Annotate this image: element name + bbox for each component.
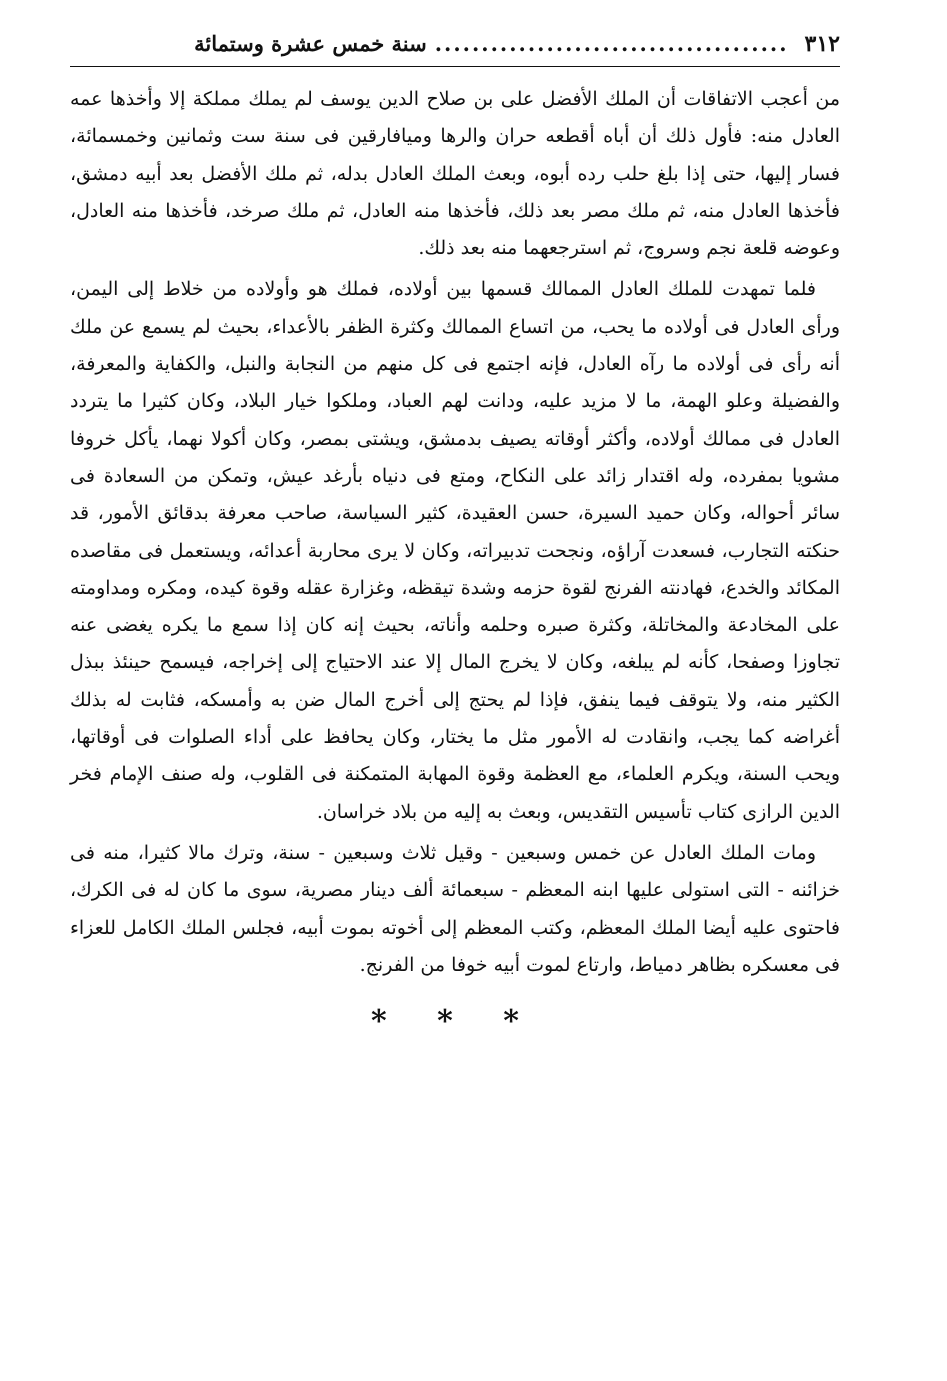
paragraph: فلما تمهدت للملك العادل الممالك قسمها بين أولاده، فملك هو وأولاده من خلاط إلى اليمن، ورأى العادل فى أولاده ما يحب، من اتساع الممالك وكثرة الظفر بالأعداء، بحيث لم يسمع عن ملك أنه رأى فى أولاده ما رآه العادل، فإنه اجتمع فى كل منهم من النجابة والنبل، والكفاية والمعرفة، والفضيلة وعلو الهمة، ما لا مزيد عليه، ودانت لهم العباد، وملكوا خيار البلاد، وكان كثيرا ما يتردد العادل فى ممالك أولاده، وأكثر أوقاته يصيف بدمشق، ويشتى بمصر، وكان أكولا نهما، يأكل خروفا مشويا بمفرده، وله اقتدار زائد على النكاح، ومتع فى دنياه بأرغد عيش، وتمكن من السعادة فى سائر أحواله، وكان حميد السيرة، حسن العقيدة، كثير السياسة، صاحب معرفة بدقائق الأمور، قد حنكته التجارب، فسعدت آراؤه، ونجحت تدبيراته، وكان لا يرى محاربة أعدائه، ويستعمل فى مقاصده المكائد والخدع، فهادنته الفرنج لقوة حزمه وشدة تيقظه، وغزارة عقله وقوة كيده، ومكره ومداومته على المخادعة والمخاتلة، وكثرة صبره وحلمه وأناته، بحيث إنه كان إذا سمع ما يكره يغضى عنه تجاوزا وصفحا، كأنه لم يبلغه، وكان لا يخرج المال إلا عند الاحتياج إلى إخراجه، فيسمح حينئذ ببذل الكثير منه، ولا يتوقف فيما ينفق، فإذا لم يحتج إلى أخرج المال ضن به وأمسكه، فثابت له بذلك أغراضه كما يجب، وانقادت له الأمور مثل ما يختار، وكان يحافظ على أداء الصلوات فى أوقاتها، ويحب السنة، ويكرم العلماء، مع العظمة وقوة المهابة المتمكنة فى القلوب، وله صنف الإمام فخر الدين الرازى كتاب تأسيس التقديس، وبعث به إليه من بلاد خراسان.	[70, 278, 840, 823]
paragraph: ومات الملك العادل عن خمس وسبعين - وقيل ثلاث وسبعين - سنة، وترك مالا كثيرا، منه فى خزائنه - التى استولى عليها ابنه المعظم - سبعمائة ألف دينار مصرية، سوى ما كان له فى الكرك، فاحتوى عليه أيضا الملك المعظم، وكتب المعظم إلى أخوته بموت أبيه، فجلس الملك الكامل للعزاء فى معسكره بظاهر دمياط، وارتاع لموت أبيه خوفا من الفرنج.	[70, 841, 840, 976]
page-header	[70, 30, 840, 67]
header-leader-dots: ......................................	[434, 31, 789, 56]
page-number: ٣١٢	[804, 31, 840, 57]
page-body	[70, 81, 840, 984]
book-page	[70, 30, 840, 1042]
running-title: سنة خمس عشرة وستمائة	[194, 31, 427, 56]
section-separator: * * *	[371, 1004, 539, 1040]
paragraph: من أعجب الاتفاقات أن الملك الأفضل على بن صلاح الدين يوسف لم يملك مملكة إلا وأخذها عمه العادل منه: فأول ذلك أن أباه أقطعه حران والرها وميافارقين فى سنة ست وثمانين وخمسمائة، فسار إليها، حتى إذا بلغ حلب رده أبوه، وبعث الملك العادل بدله، ثم ملك الأفضل بعد أبيه دمشق، فأخذها العادل منه، ثم ملك مصر بعد ذلك، فأخذها منه العادل، ثم ملك صرخد، فأخذها منه العادل، وعوضه قلعة نجم وسروج، ثم استرجعهما منه بعد ذلك.	[70, 88, 840, 260]
